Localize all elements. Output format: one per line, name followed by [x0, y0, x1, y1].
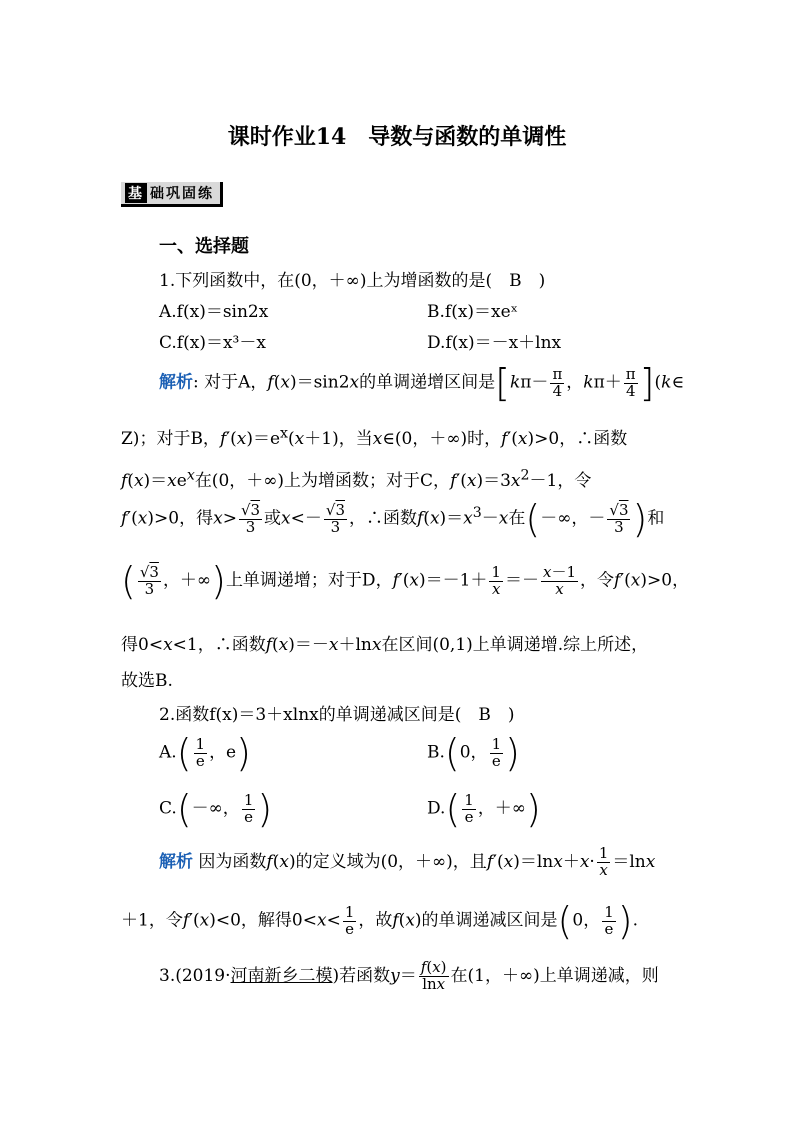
q2-option-d: D.( $\frac{1}{e}$ ，＋∞) — [427, 787, 541, 831]
q2-analysis-line-1: 解析 因为函数f(x)的定义域为(0，＋∞)，且f′(x)＝lnx＋x· $\frac{1}{x}$ ＝lnx — [159, 844, 656, 879]
q1-option-c: C.f(x)＝x³－x — [159, 333, 266, 353]
q1-analysis-line-5: ( $\frac{√3}{3}$ ，＋∞)上单调递增；对于D，f′(x)＝－1＋ $\frac{1}{x}$ ＝－ $\frac{x-1}{x}$ ，令f′(x)>0， — [121, 559, 690, 603]
section-badge-rest: 础巩固练 — [150, 186, 214, 202]
q2-option-a: A.( $\frac{1}{e}$ ，e) — [159, 731, 251, 775]
q1-stem: 1.下列函数中，在(0，＋∞)上为增函数的是( B ) — [159, 271, 546, 291]
q2-option-c: C.(－∞， $\frac{1}{e}$ ) — [159, 787, 273, 831]
q1-option-a: A.f(x)＝sin2x — [159, 302, 269, 322]
section-badge — [121, 182, 223, 207]
q1-analysis-line-4: f′(x)>0，得x> $\frac{√3}{3}$ 或x<－ $\frac{√3}{3}$ ，∴函数$f(x)=x^3-x$在(－∞，－ $\frac{√3}{3}$ )和 — [121, 497, 665, 541]
q1-analysis-line-3: $f(x)=xe^x$在(0，＋∞)上为增函数；对于C，$f'(x)=3x^2-1$，令 — [121, 467, 592, 491]
q2-analysis-line-2: ＋1，令f′(x)<0，解得0<x< $\frac{1}{e}$ ，故f(x)的单调递减区间是(0， $\frac{1}{e}$ ). — [121, 899, 638, 943]
q1-analysis-line-2: Z)；对于B，$f'(x)=e^x(x+1)$，当x∈(0，＋∞)时，f′(x)>0，∴函数 — [121, 425, 628, 449]
q1-option-b: B.f(x)＝xeˣ — [427, 302, 518, 322]
q3-stem: 3.(2019·河南新乡二模)若函数y＝ $\frac{f(x)}{\ln x}$ 在(1，＋∞)上单调递减，则 — [159, 958, 659, 993]
q2-stem: 2.函数f(x)＝3＋xlnx的单调递减区间是( B ) — [159, 705, 515, 725]
q2-option-b: B.(0， $\frac{1}{e}$ ) — [427, 731, 520, 775]
page-title: 课时作业14 导数与函数的单调性 — [227, 124, 567, 150]
q1-analysis-label: 解析 — [159, 372, 193, 393]
q1-option-d: D.f(x)＝－x＋lnx — [427, 333, 562, 353]
section-badge-first-char: 基 — [125, 183, 147, 203]
q1-analysis-line-1: 解析: 对于A，f(x)＝sin2x的单调递增区间是[kπ－ $\frac{\pi}{4}$ ，kπ＋ $\frac{\pi}{4}$ ](k∈ — [159, 361, 685, 405]
q1-analysis-line-7: 故选B. — [121, 671, 173, 691]
q1-analysis-line-6: 得0<x<1，∴函数f(x)＝－x＋lnx在区间(0,1)上单调递增.综上所述， — [121, 635, 649, 655]
section-heading: 一、选择题 — [159, 236, 249, 257]
q2-analysis-label: 解析 — [159, 851, 193, 872]
